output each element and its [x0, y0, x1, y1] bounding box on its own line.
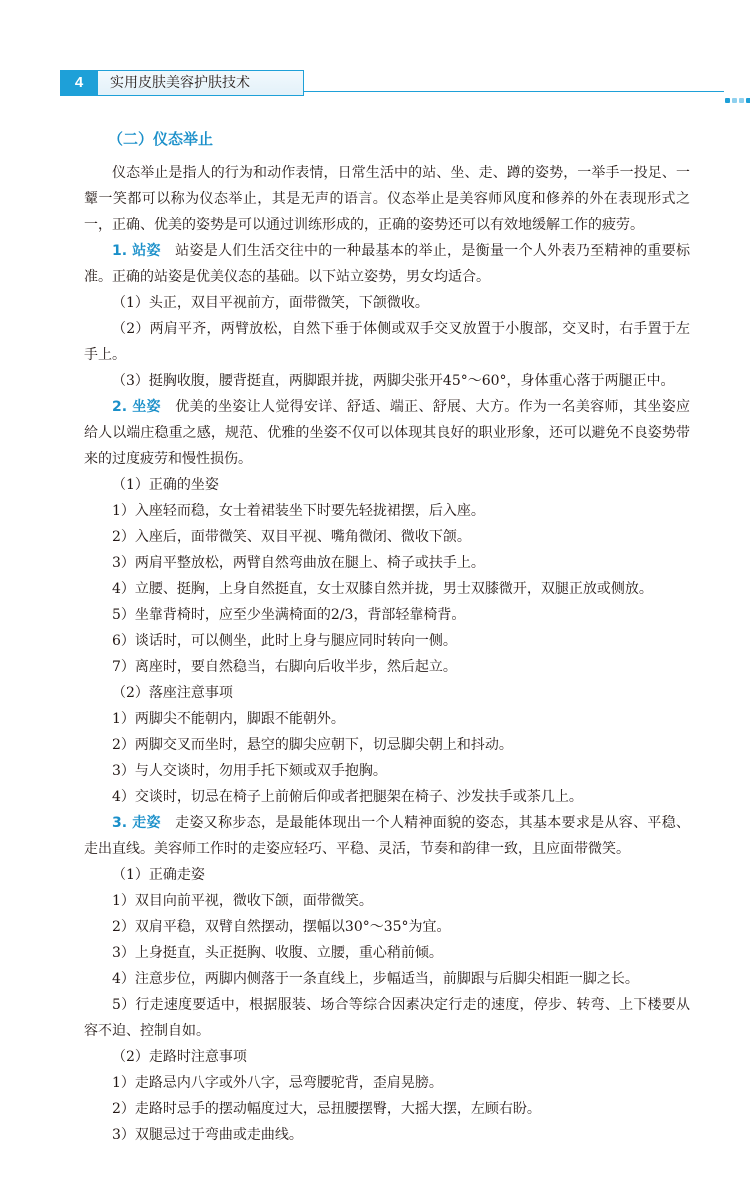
list-item: 1）两脚尖不能朝内，脚跟不能朝外。 [112, 711, 345, 727]
section-intro: 仪态举止是指人的行为和动作表情，日常生活中的站、坐、走、蹲的姿势，一举手一投足、一颦一笑都可以称为仪态举止，其是无声的语言。仪态举止是美容师风度和修养的外在表现形式之一，正确、优美的姿势是可以通过训练形成的，正确的姿势还可以有效地缓解工作的疲劳。 [84, 165, 690, 233]
subsection-title: （2）走路时注意事项 [112, 1049, 247, 1065]
page-number: 4 [60, 70, 98, 96]
list-item: 1）双目向前平视，微收下颌，面带微笑。 [112, 893, 373, 909]
dot [746, 98, 750, 103]
list-item: 2）双肩平稳，双臂自然摆动，摆幅以30°～35°为宜。 [112, 919, 451, 935]
list-item: 3）上身挺直，头正挺胸、收腹、立腰，重心稍前倾。 [112, 945, 443, 961]
list-item: （1）头正，双目平视前方，面带微笑，下颌微收。 [112, 295, 429, 311]
walking-text: 走姿又称步态，是最能体现出一个人精神面貌的姿态，其基本要求是从容、平稳、走出直线。美容师工作时的走姿应轻巧、平稳、灵活，节奏和韵律一致，且应面带微笑。 [84, 815, 691, 857]
list-item: 5）行走速度要适中，根据服装、场合等综合因素决定行走的速度，停步、转弯、上下楼要从容不迫、控制自如。 [84, 997, 690, 1039]
walking-heading: 3. 走姿 [112, 815, 161, 831]
list-item: 3）双腿忌过于弯曲或走曲线。 [112, 1127, 303, 1143]
page-body [84, 120, 690, 1148]
standing-paragraph [84, 238, 690, 290]
list-item: 1）入座轻而稳，女士着裙装坐下时要先轻拢裙摆，后入座。 [112, 503, 485, 519]
list-item: 3）两肩平整放松，两臂自然弯曲放在腿上、椅子或扶手上。 [112, 555, 485, 571]
subsection-title: （1）正确走姿 [112, 867, 205, 883]
list-item: 4）注意步位，两脚内侧落于一条直线上，步幅适当，前脚跟与后脚尖相距一脚之长。 [112, 971, 639, 987]
list-item: 4）立腰、挺胸，上身自然挺直，女士双膝自然并拢，男士双膝微开，双腿正放或侧放。 [112, 581, 653, 597]
sitting-text: 优美的坐姿让人觉得安详、舒适、端正、舒展、大方。作为一名美容师，其坐姿应给人以端庄稳重之感，规范、优雅的坐姿不仅可以体现其良好的职业形象，还可以避免不良姿势带来的过度疲劳和慢性损伤。 [84, 399, 691, 467]
standing-text: 站姿是人们生活交往中的一种最基本的举止，是衡量一个人外表乃至精神的重要标准。正确的站姿是优美仪态的基础。以下站立姿势，男女均适合。 [84, 243, 691, 285]
sitting-heading: 2. 坐姿 [112, 399, 161, 415]
list-item: 6）谈话时，可以侧坐，此时上身与腿应同时转向一侧。 [112, 633, 457, 649]
section-title: （二）仪态举止 [108, 130, 214, 148]
standing-heading: 1. 站姿 [112, 243, 161, 259]
subsection-title: （2）落座注意事项 [112, 685, 233, 701]
list-item: 5）坐靠背椅时，应至少坐满椅面的2/3，背部轻靠椅背。 [112, 607, 466, 623]
dot [725, 98, 730, 103]
dot [739, 98, 744, 103]
sitting-paragraph [84, 394, 690, 472]
list-item: 2）两脚交叉而坐时，悬空的脚尖应朝下，切忌脚尖朝上和抖动。 [112, 737, 513, 753]
subsection-title: （1）正确的坐姿 [112, 477, 219, 493]
list-item: （3）挺胸收腹，腰背挺直，两脚跟并拢，两脚尖张开45°～60°，身体重心落于两腿正中。 [112, 373, 675, 389]
walking-paragraph [84, 810, 690, 862]
page-header [60, 70, 700, 96]
list-item: 1）走路忌内八字或外八字，忌弯腰驼背，歪肩晃膀。 [112, 1075, 443, 1091]
list-item: （2）两肩平齐，两臂放松，自然下垂于体侧或双手交叉放置于小腹部，交叉时，右手置于左手上。 [84, 321, 690, 363]
list-item: 2）走路时忌手的摆动幅度过大，忌扭腰摆臀，大摇大摆，左顾右盼。 [112, 1101, 541, 1117]
list-item: 2）入座后，面带微笑、双目平视、嘴角微闭、微收下颌。 [112, 529, 471, 545]
dot [732, 98, 737, 103]
list-item: 4）交谈时，切忌在椅子上前俯后仰或者把腿架在椅子、沙发扶手或茶几上。 [112, 789, 583, 805]
list-item: 3）与人交谈时，勿用手托下颏或双手抱胸。 [112, 763, 387, 779]
header-rule [304, 91, 724, 92]
book-title: 实用皮肤美容护肤技术 [98, 70, 304, 96]
header-dots-decoration [725, 88, 750, 94]
list-item: 7）离座时，要自然稳当，右脚向后收半步，然后起立。 [112, 659, 457, 675]
